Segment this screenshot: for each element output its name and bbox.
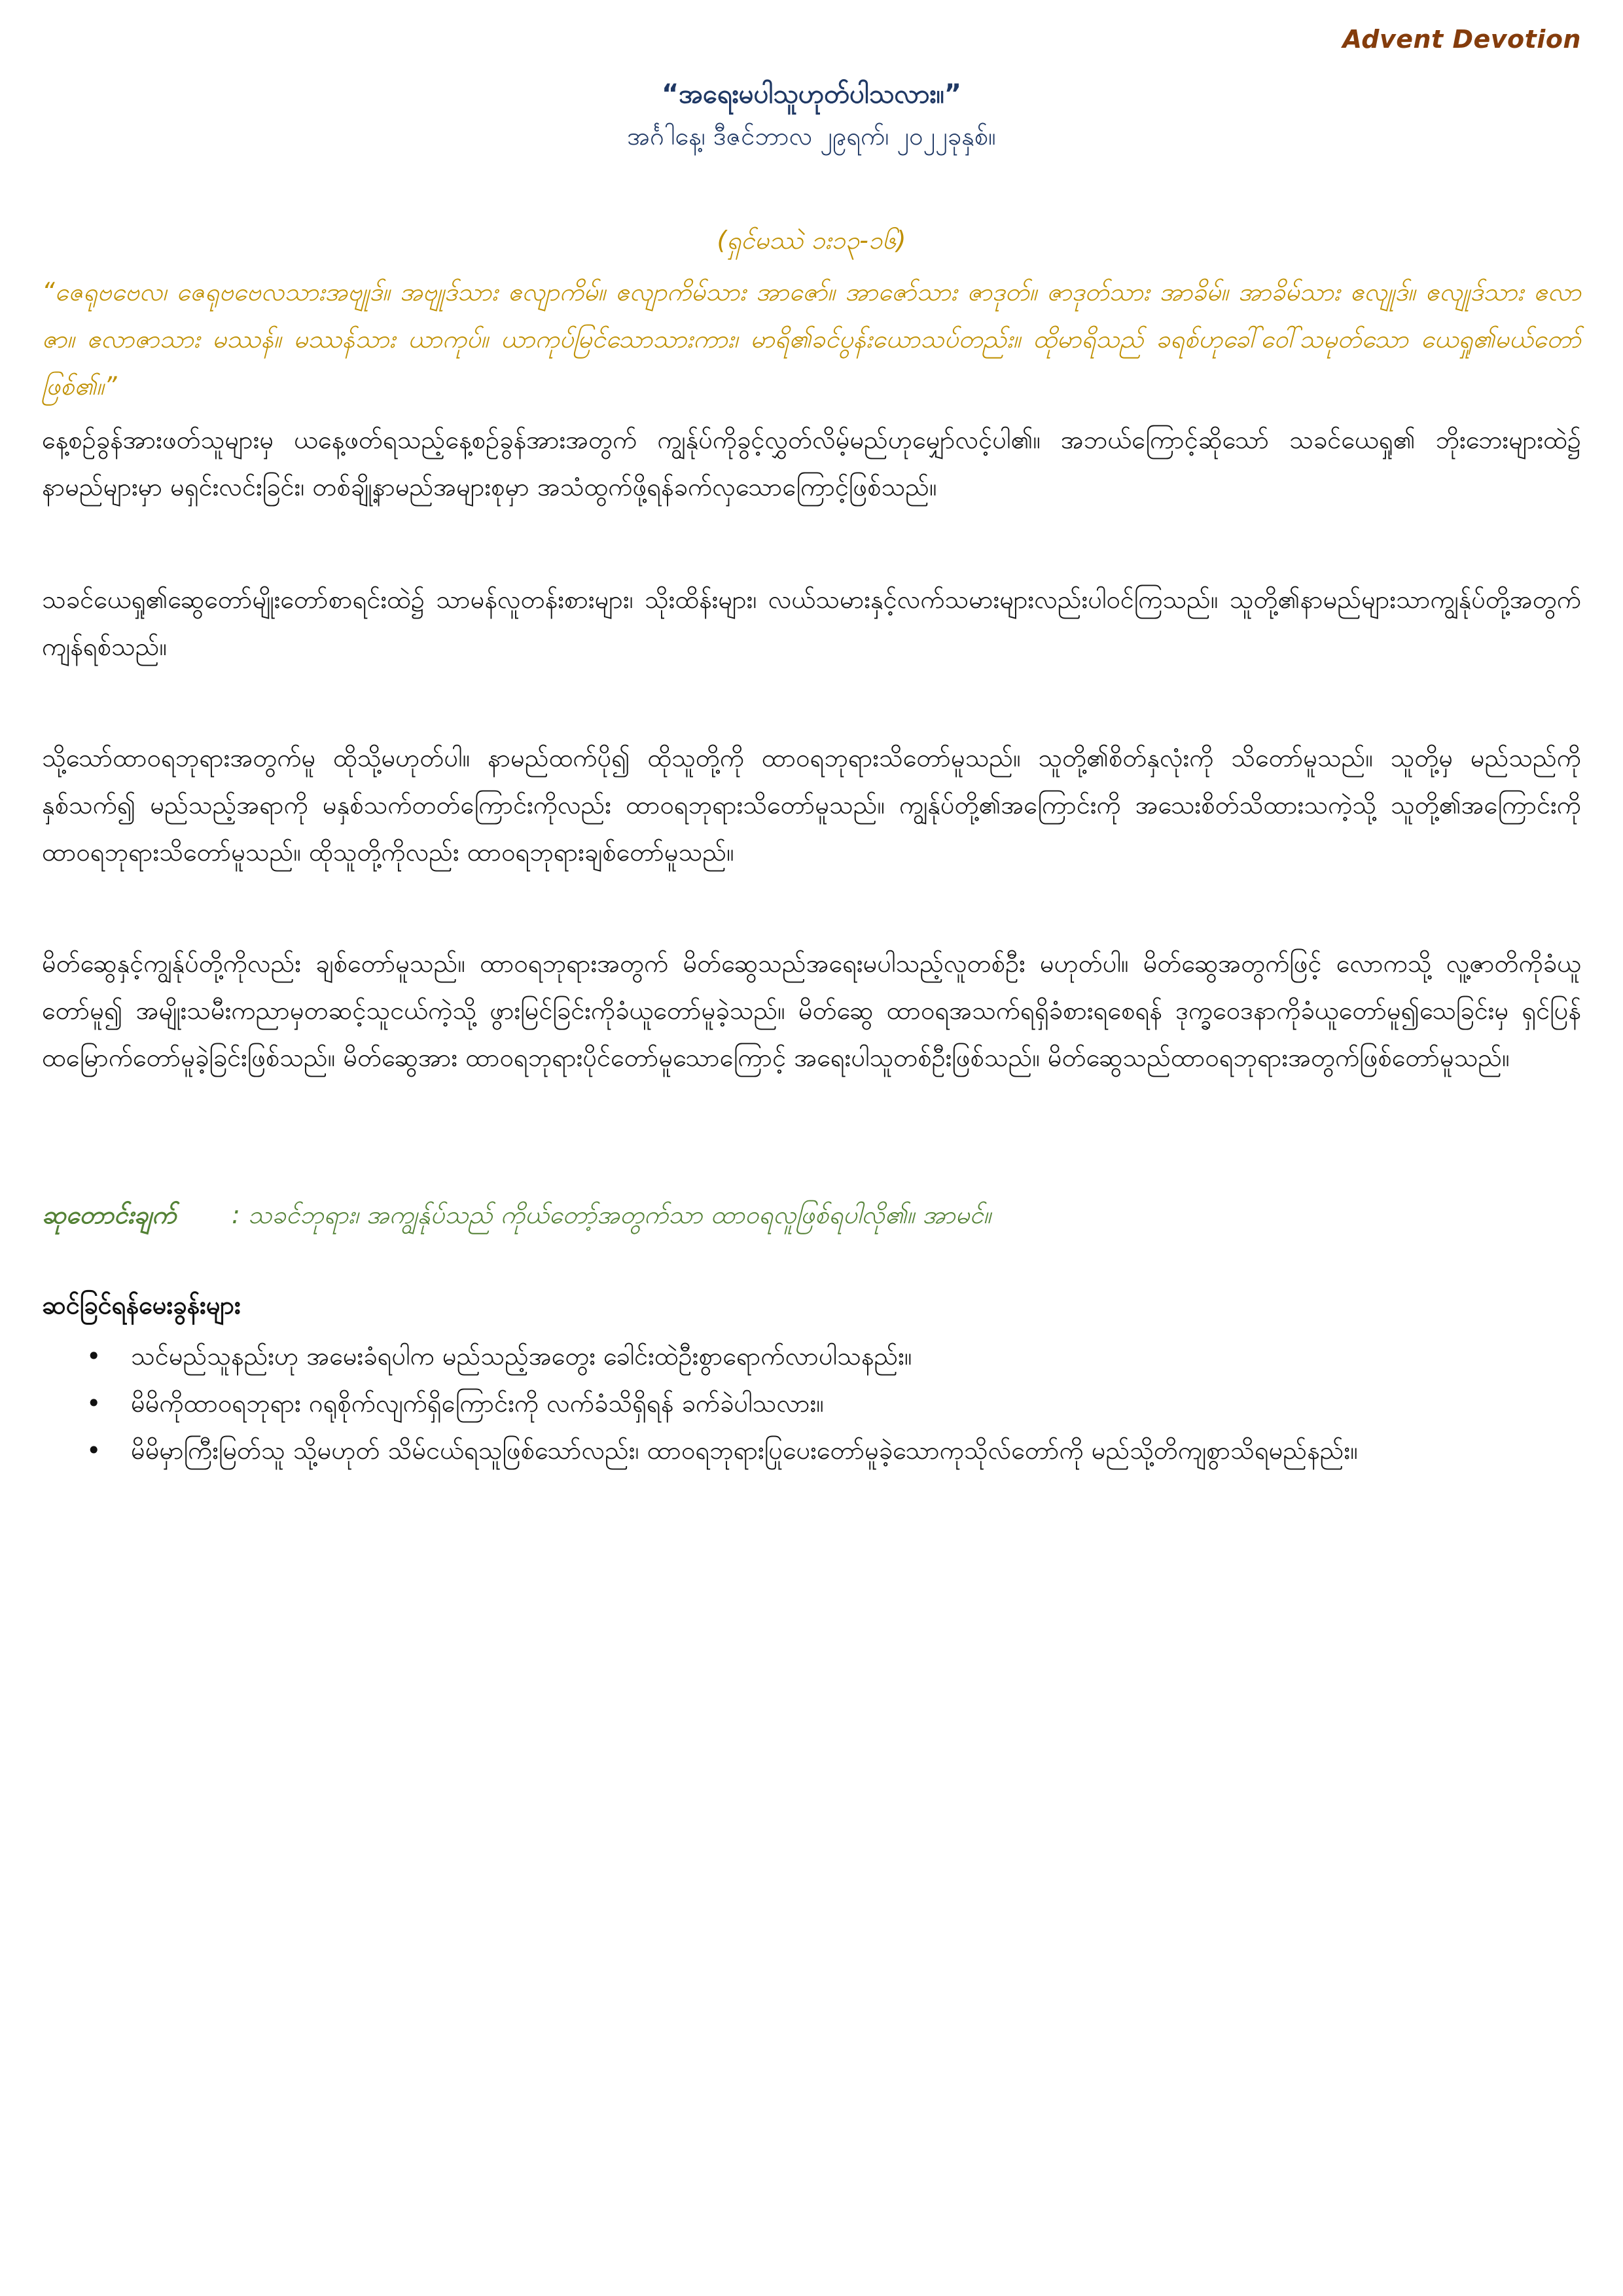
bullet-icon: • bbox=[86, 1436, 101, 1465]
prayer-section bbox=[42, 1191, 1581, 1238]
prayer-text: : သခင်ဘုရား၊ အကျွန်ုပ်သည် ကိုယ်တော့်အတွက်သာ ထာဝရလူဖြစ်ရပါလို၏။ အာမင်။ bbox=[232, 1200, 991, 1229]
body-paragraph-4: မိတ်ဆွေနှင့်ကျွန်ုပ်တို့ကိုလည်း ချစ်တော်မူသည်။ ထာဝရဘုရားအတွက် မိတ်ဆွေသည်အရေးမပါသည့်လူတစ်ဦး မဟုတ်ပါ။ မိတ်ဆွေအတွက်ဖြင့် လောကသို့ လူ့ဇာတိကိုခံယူတော်မူ၍ အမျိုးသမီးကညာမှတဆင့်သူငယ်ကဲ့သို့ ဖွားမြင်ခြင်းကိုခံယူတော်မူခဲ့သည်။ မိတ်ဆွေ ထာဝရအသက်ရရှိခံစားရစေရန် ဒုက္ခဝေဒနာကိုခံယူတော်မူ၍သေခြင်းမှ ရှင်ပြန်ထမြောက်တော်မူခဲ့ခြင်းဖြစ်သည်။ မိတ်ဆွေအား ထာဝရဘုရားပိုင်တော်မူသောကြောင့် အရေးပါသူတစ်ဦးဖြစ်သည်။ မိတ်ဆွေသည်ထာဝရဘုရားအတွက်ဖြစ်တော်မူသည်။ bbox=[42, 949, 1581, 1072]
prayer-label: ဆုတောင်းချက် bbox=[42, 1200, 177, 1229]
body-paragraph-3: သို့သော်ထာဝရဘုရားအတွက်မူ ထိုသို့မဟုတ်ပါ။ နာမည်ထက်ပို၍ ထိုသူတို့ကို ထာဝရဘုရားသိတော်မူသည်။ သူတို့၏စိတ်နှလုံးကို သိတော်မူသည်။ သူတို့မှ မည်သည်ကိုနှစ်သက်၍ မည်သည့်အရာကို မနှစ်သက်တတ်ကြောင်းကိုလည်း ထာဝရဘုရားသိတော်မူသည်။ ကျွန်ုပ်တို့၏အကြောင်းကို အသေးစိတ်သိထားသကဲ့သို့ သူတို့၏အကြောင်းကို ထာဝရဘုရားသိတော်မူသည်။ ထိုသူတို့ကိုလည်း ထာဝရဘုရားချစ်တော်မူသည်။ bbox=[42, 744, 1581, 867]
list-item bbox=[42, 1333, 1581, 1380]
body-paragraph-2: သခင်ယေရှု၏ဆွေတော်မျိုးတော်စာရင်းထဲ၌ သာမန်လူတန်းစားများ၊ သိုးထိန်းများ၊ လယ်သမားနှင့်လက်သမားများလည်းပါဝင်ကြသည်။ သူတို့၏နာမည်များသာကျွန်ုပ်တို့အတွက်ကျန်ရစ်သည်။ bbox=[42, 585, 1581, 661]
page-date: အင်္ဂါနေ့၊ ဒီဇင်ဘာလ ၂၉ရက်၊ ၂၀၂၂ခုနှစ်။ bbox=[627, 122, 996, 151]
page-title: “အရေးမပါသူဟုတ်ပါသလား။” bbox=[661, 79, 962, 109]
question-text-2: မိမိကိုထာဝရဘုရား ဂရုစိုက်လျက်ရှိကြောင်းကို လက်ခံသိရှိရန် ခက်ခဲပါသလား။ bbox=[131, 1389, 824, 1418]
header-tag: Advent Devotion bbox=[1342, 25, 1581, 54]
scripture-text: “ဇေရုဗဗေလ၊ ဇေရုဗဗေလသားအဗျုဒ်။ အဗျုဒ်သား ဧလျာကိမ်။ ဧလျာကိမ်သား အာဇော်။ အာဇော်သား ဇာဒုတ်။ ဇာဒုတ်သား အာခိမ်။ အာခိမ်သား ဧလျုဒ်။ ဧလျုဒ်သား ဧလာဇာ။ ဧလာဇာသား မဿန်။ မဿန်သား ယာကုပ်။ ယာကုပ်မြင်သောသားကား၊ မာရိ၏ခင်ပွန်းယောသပ်တည်း။ ထိုမာရိသည် ခရစ်ဟုခေါ်ဝေါ်သမုတ်သော ယေရှု၏မယ်တော်ဖြစ်၏။” bbox=[42, 278, 1581, 401]
list-item bbox=[42, 1380, 1581, 1427]
bullet-icon: • bbox=[86, 1389, 101, 1418]
body-paragraph-1: နေ့စဉ်ခွန်အားဖတ်သူများမှ ယနေ့ဖတ်ရသည့်နေ့စဉ်ခွန်အားအတွက် ကျွန်ုပ်ကိုခွင့်လွှတ်လိမ့်မည်ဟုမျှော်လင့်ပါ၏။ အဘယ်ကြောင့်ဆိုသော် သခင်ယေရှု၏ ဘိုးဘေးများထဲ၌ နာမည်များမှာ မရှင်းလင်းခြင်း၊ တစ်ချို့နာမည်အများစုမှာ အသံထွက်ဖို့ရန်ခက်လှသောကြောင့်ဖြစ်သည်။ bbox=[42, 425, 1581, 501]
bullet-icon: • bbox=[86, 1342, 101, 1371]
scripture-reference: (ရှင်မဿဲ ၁း၁၃-၁၆) bbox=[717, 226, 906, 255]
questions-heading: ဆင်ခြင်ရန်မေးခွန်းများ bbox=[42, 1291, 241, 1319]
question-text-3: မိမိမှာကြီးမြတ်သူ သို့မဟုတ် သိမ်ငယ်ရသူဖြစ်သော်လည်း၊ ထာဝရဘုရားပြုပေးတော်မူခဲ့သောကုသိုလ်တော်ကို မည်သို့တိကျစွာသိရမည်နည်း။ bbox=[131, 1436, 1358, 1465]
title-block bbox=[42, 73, 1581, 157]
question-text-1: သင်မည်သူနည်းဟု အမေးခံရပါက မည်သည့်အတွေး ခေါင်းထဲဦးစွာရောက်လာပါသနည်း။ bbox=[131, 1342, 912, 1371]
questions-list bbox=[42, 1333, 1581, 1474]
list-item bbox=[42, 1427, 1581, 1474]
